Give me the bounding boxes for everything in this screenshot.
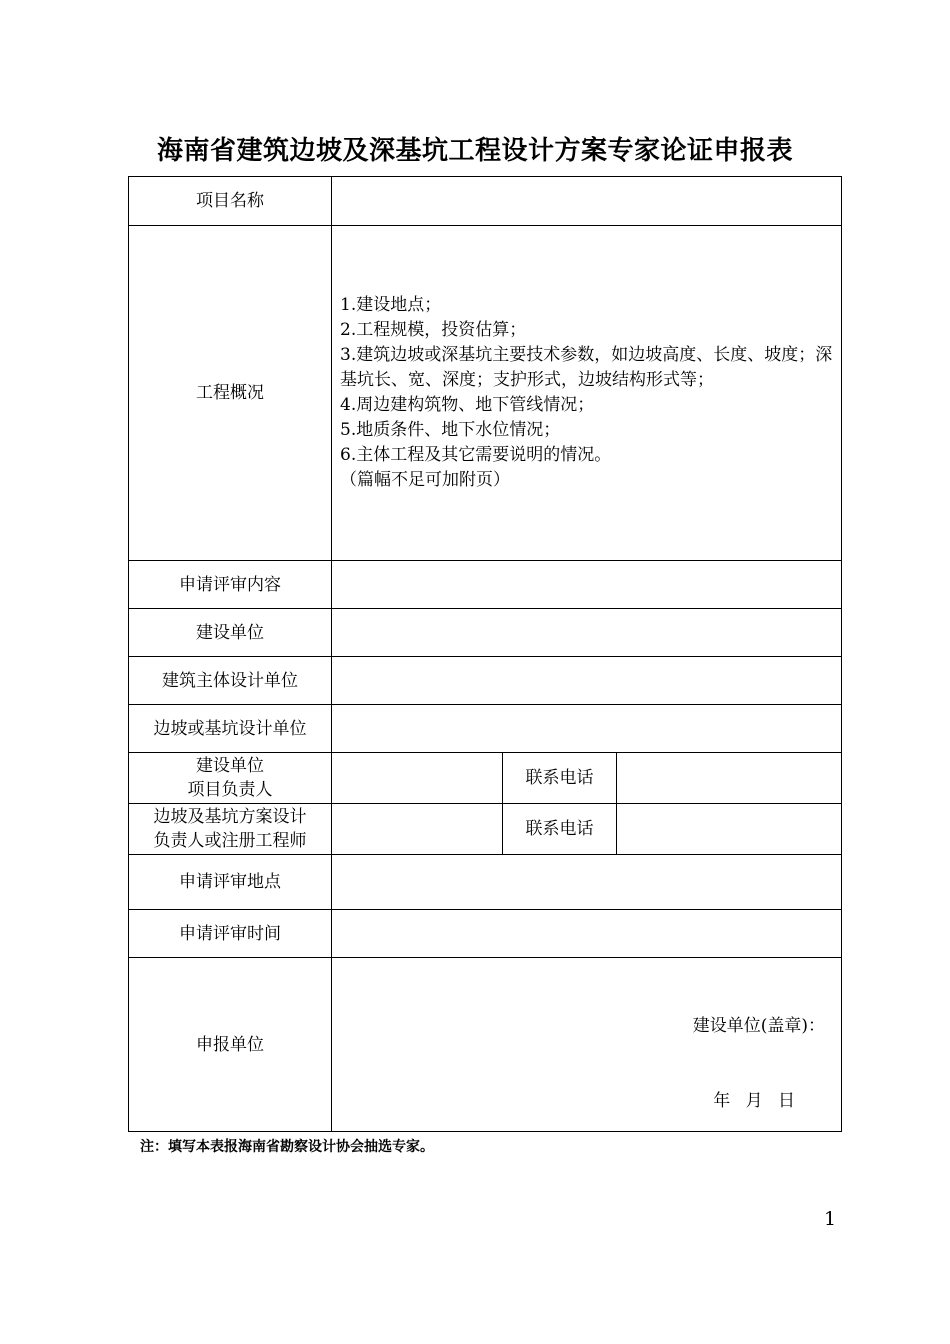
overview-line-4: 4.周边建构筑物、地下管线情况； <box>340 395 595 415</box>
field-review-content[interactable] <box>332 561 842 609</box>
label-construction-lead-line-2: 项目负责人 <box>187 780 273 800</box>
application-form-table <box>128 176 842 1132</box>
label-designer-lead-line-2: 负责人或注册工程师 <box>153 831 307 851</box>
row-overview <box>129 226 842 561</box>
overview-line-6: 6.主体工程及其它需要说明的情况。 <box>340 445 612 465</box>
label-reporting-unit: 申报单位 <box>129 958 332 1132</box>
label-review-location: 申请评审地点 <box>129 855 332 910</box>
field-project-name[interactable] <box>332 177 842 226</box>
overview-attachment-note: （篇幅不足可加附页） <box>340 470 510 490</box>
label-review-content: 申请评审内容 <box>129 561 332 609</box>
field-contact-phone-2[interactable] <box>617 804 842 855</box>
field-designer-lead[interactable] <box>332 804 503 855</box>
label-main-design-unit: 建筑主体设计单位 <box>129 657 332 705</box>
signature-date-label: 年 月 日 <box>713 1090 796 1111</box>
label-contact-phone-2: 联系电话 <box>503 804 617 855</box>
page-title: 海南省建筑边坡及深基坑工程设计方案专家论证申报表 <box>156 136 793 166</box>
field-review-time[interactable] <box>332 910 842 958</box>
row-review-location <box>129 855 842 910</box>
row-designer-lead <box>129 804 842 855</box>
row-review-time <box>129 910 842 958</box>
label-contact-phone-1: 联系电话 <box>503 753 617 804</box>
overview-line-5: 5.地质条件、地下水位情况； <box>340 420 561 440</box>
field-main-design-unit[interactable] <box>332 657 842 705</box>
label-construction-lead <box>129 753 332 804</box>
row-main-design-unit <box>129 657 842 705</box>
label-review-time: 申请评审时间 <box>129 910 332 958</box>
overview-line-1: 1.建设地点； <box>340 295 442 315</box>
field-construction-lead[interactable] <box>332 753 503 804</box>
field-reporting-unit[interactable] <box>332 958 842 1132</box>
field-overview[interactable] <box>332 226 842 561</box>
signature-stamp-label: 建设单位(盖章)： <box>692 1015 826 1036</box>
row-construction-lead <box>129 753 842 804</box>
field-contact-phone-1[interactable] <box>617 753 842 804</box>
row-reporting-unit <box>129 958 842 1132</box>
label-designer-lead <box>129 804 332 855</box>
row-project-name <box>129 177 842 226</box>
page-number: 1 <box>824 1208 837 1230</box>
label-overview: 工程概况 <box>129 226 332 561</box>
field-review-location[interactable] <box>332 855 842 910</box>
row-slope-design-unit <box>129 705 842 753</box>
overview-line-2: 2.工程规模，投资估算； <box>340 320 527 340</box>
row-review-content <box>129 561 842 609</box>
overview-line-3: 3.建筑边坡或深基坑主要技术参数，如边坡高度、长度、坡度；深基坑长、宽、深度；支护形式，边坡结构形式等； <box>340 345 833 390</box>
row-construction-unit <box>129 609 842 657</box>
label-project-name: 项目名称 <box>129 177 332 226</box>
label-slope-design-unit: 边坡或基坑设计单位 <box>129 705 332 753</box>
label-designer-lead-line-1: 边坡及基坑方案设计 <box>153 807 307 827</box>
label-construction-lead-line-1: 建设单位 <box>196 756 264 776</box>
footnote: 注：填写本表报海南省勘察设计协会抽选专家。 <box>140 1139 434 1155</box>
signature-area <box>332 959 841 1131</box>
label-construction-unit: 建设单位 <box>129 609 332 657</box>
field-slope-design-unit[interactable] <box>332 705 842 753</box>
field-construction-unit[interactable] <box>332 609 842 657</box>
